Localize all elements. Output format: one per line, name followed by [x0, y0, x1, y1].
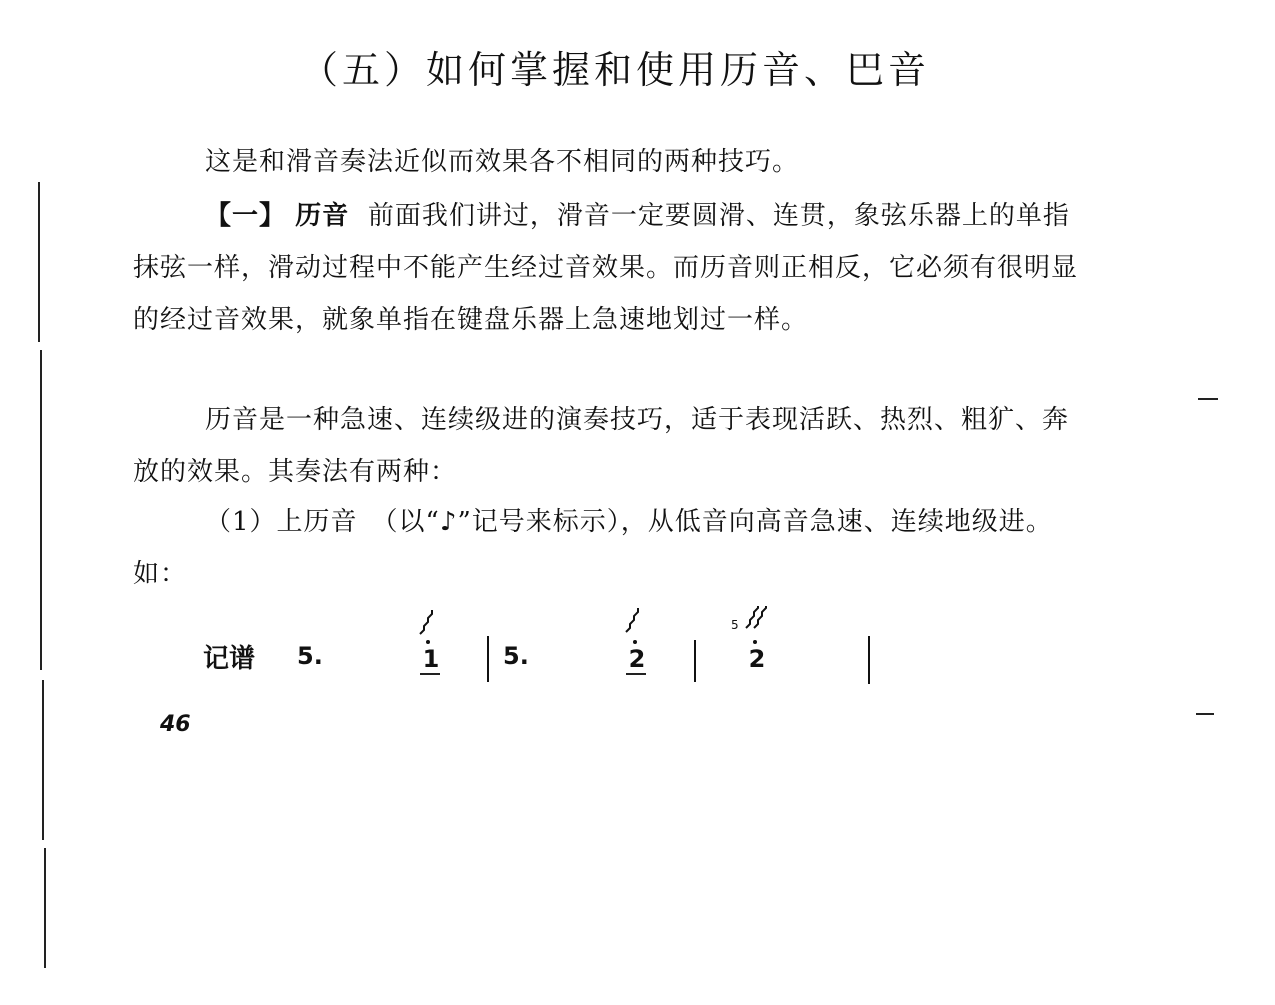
note-4: 2	[628, 645, 646, 673]
para3-suffix: ”记号来标示），从低音向高音急速、连续地级进。如：	[133, 507, 1053, 589]
section-heading: 历音	[295, 201, 350, 231]
underline-mark	[626, 673, 646, 675]
scan-edge-line	[42, 680, 44, 840]
barline	[487, 636, 489, 682]
note-2: 1	[422, 645, 440, 673]
note-5: 2	[748, 645, 766, 673]
scan-edge-line	[40, 350, 42, 670]
page-title: （五）如何掌握和使用历音、巴音	[299, 48, 930, 92]
scan-mark	[1196, 713, 1214, 715]
section1-paragraph	[133, 190, 1093, 346]
page-number: 46	[160, 712, 191, 737]
note-1: 5.	[297, 642, 323, 670]
para3	[133, 496, 1093, 600]
glissando-mark-icon	[624, 606, 650, 634]
underline-mark	[420, 673, 440, 675]
glissando-mark-icon	[744, 604, 772, 630]
notation-label: 记谱	[203, 644, 256, 674]
glissando-symbol: ♪	[439, 507, 458, 537]
high-dot-icon	[426, 640, 430, 644]
scan-edge-line	[38, 182, 40, 342]
para3-prefix: （1）上历音 （以“	[205, 507, 440, 537]
high-dot-icon	[753, 640, 757, 644]
section-marker: 【一】	[205, 201, 287, 231]
scan-mark	[1198, 398, 1218, 400]
section1-body: 前面我们讲过，滑音一定要圆滑、连贯，象弦乐器上的单指抹弦一样，滑动过程中不能产生经过音效果。而历音则正相反，它必须有很明显的经过音效果，就象单指在键盘乐器上急速地划过一样。	[133, 201, 1079, 335]
barline	[694, 640, 696, 682]
grace-note: 5	[731, 618, 739, 632]
glissando-mark-icon	[418, 608, 444, 636]
intro-paragraph: 这是和滑音奏法近似而效果各不相同的两种技巧。	[205, 147, 800, 177]
barline	[868, 636, 870, 684]
note-3: 5.	[503, 642, 529, 670]
scan-edge-line	[44, 848, 46, 968]
para2: 历音是一种急速、连续级进的演奏技巧，适于表现活跃、热烈、粗犷、奔放的效果。其奏法有两种：	[133, 405, 1070, 487]
high-dot-icon	[633, 640, 637, 644]
